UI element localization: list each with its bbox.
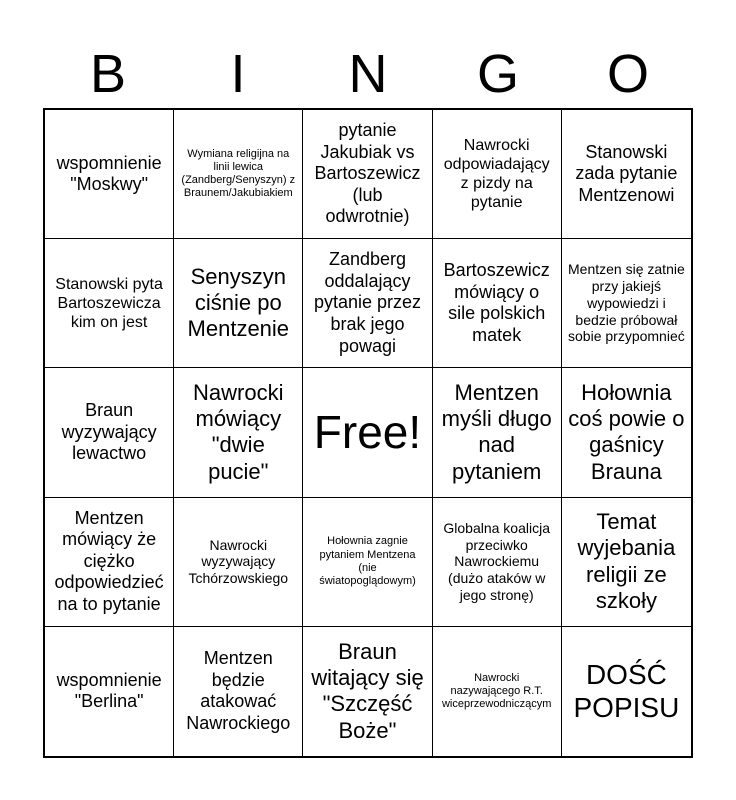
header-letter-o: O [606, 44, 649, 104]
bingo-cell[interactable]: Nawrocki nazywającego R.T. wiceprzewodniczącym [433, 627, 562, 756]
bingo-cell[interactable]: Zandberg oddalający pytanie przez brak jego powagi [303, 239, 432, 368]
bingo-cell[interactable]: Temat wyjebania religii ze szkoły [562, 498, 691, 627]
header-letter-n: N [348, 44, 388, 104]
bingo-cell[interactable]: Nawrocki mówiący "dwie pucie" [174, 368, 303, 497]
bingo-cell[interactable]: Hołownia zagnie pytaniem Mentzena (nie światopoglądowym) [303, 498, 432, 627]
header-letter-g: G [476, 44, 519, 104]
bingo-header [43, 40, 693, 108]
bingo-cell[interactable]: Mentzen mówiący że ciężko odpowiedzieć na to pytanie [45, 498, 174, 627]
header-letter-b: B [89, 44, 127, 104]
bingo-cell[interactable]: Mentzen się zatnie przy jakiejś wypowiedzi i bedzie próbował sobie przypomnieć [562, 239, 691, 368]
free-space-cell[interactable]: Free! [303, 368, 432, 497]
bingo-cell[interactable]: Hołownia coś powie o gaśnicy Brauna [562, 368, 691, 497]
bingo-cell[interactable]: wspomnienie "Berlina" [45, 627, 174, 756]
bingo-cell[interactable]: Nawrocki wyzywający Tchórzowskiego [174, 498, 303, 627]
bingo-cell[interactable]: Braun wyzywający lewactwo [45, 368, 174, 497]
bingo-cell[interactable]: Mentzen myśli długo nad pytaniem [433, 368, 562, 497]
bingo-cell[interactable]: Stanowski zada pytanie Mentzenowi [562, 110, 691, 239]
bingo-cell[interactable]: pytanie Jakubiak vs Bartoszewicz (lub odwrotnie) [303, 110, 432, 239]
header-letter-i: I [230, 44, 246, 104]
bingo-cell[interactable]: Stanowski pyta Bartoszewicza kim on jest [45, 239, 174, 368]
bingo-cell[interactable]: Mentzen będzie atakować Nawrockiego [174, 627, 303, 756]
bingo-cell[interactable]: Braun witający się "Szczęść Boże" [303, 627, 432, 756]
bingo-cell[interactable]: Globalna koalicja przeciwko Nawrockiemu (dużo ataków w jego stronę) [433, 498, 562, 627]
bingo-cell[interactable]: wspomnienie "Moskwy" [45, 110, 174, 239]
bingo-cell[interactable]: Senyszyn ciśnie po Mentzenie [174, 239, 303, 368]
bingo-cell[interactable]: Bartoszewicz mówiący o sile polskich matek [433, 239, 562, 368]
bingo-cell[interactable]: Wymiana religijna na linii lewica (Zandberg/Senyszyn) z Braunem/Jakubiakiem [174, 110, 303, 239]
bingo-cell[interactable]: Nawrocki odpowiadający z pizdy na pytanie [433, 110, 562, 239]
bingo-board [43, 108, 693, 758]
bingo-cell[interactable]: DOŚĆ POPISU [573, 658, 680, 724]
